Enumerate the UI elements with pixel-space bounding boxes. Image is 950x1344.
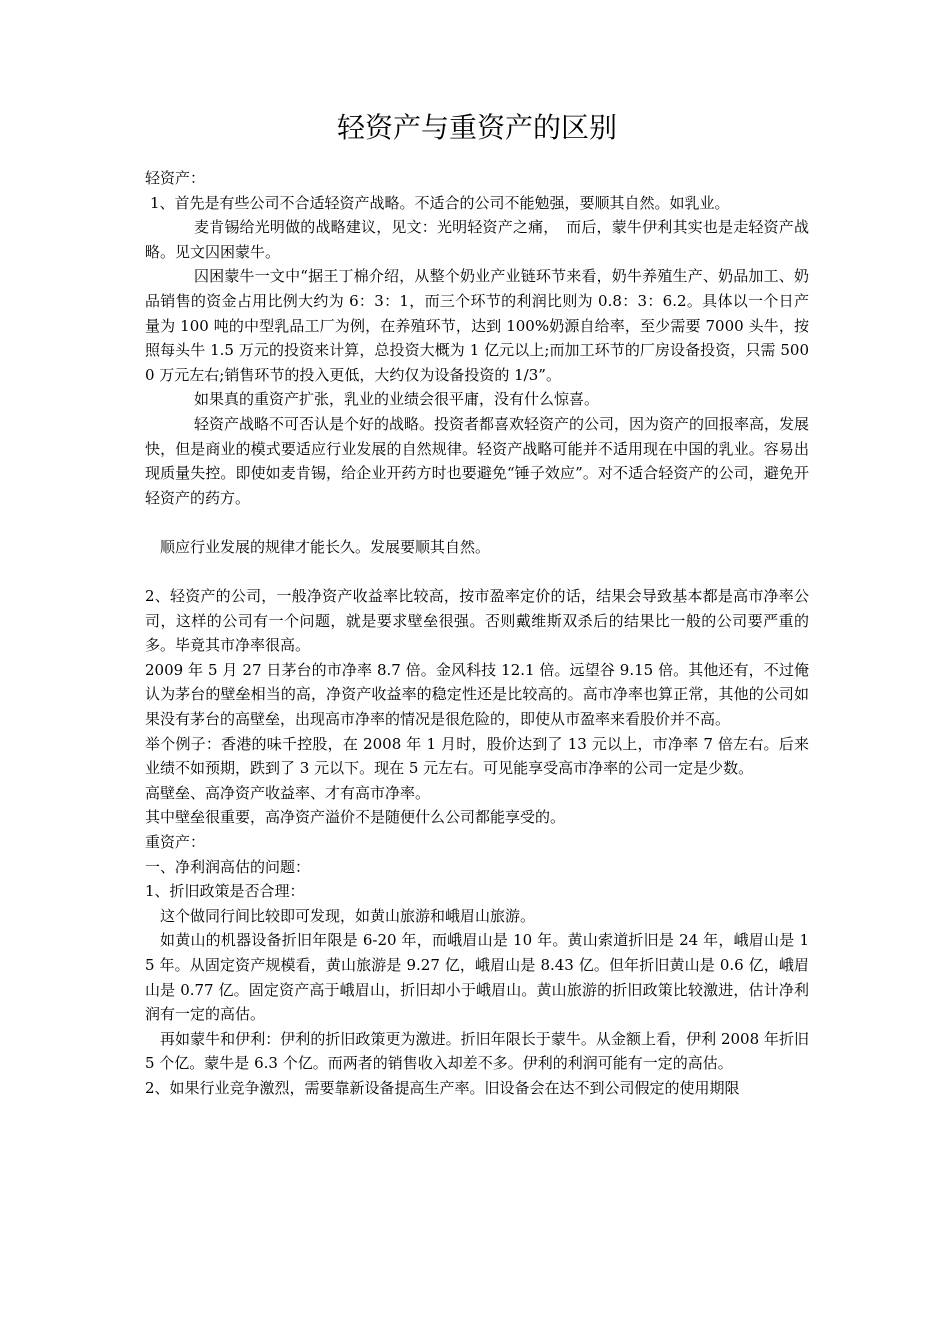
paragraph: 囚困蒙牛一文中“据王丁棉介绍，从整个奶业产业链环节来看，奶牛养殖生产、奶品加工、奶品销售的资金占用比例大约为 6：3：1，而三个环节的利润比则为 0.8：3：6.2。具体以一个日产量为 100 吨的中型乳品工厂为例，在养殖环节，达到 100%奶源自给率，至少需要 7000 头牛，按照每头牛 1.5 万元的投资来计算，总投资大概为 1 亿元以上;而加工环节的厂房设备投资，只需 5000 万元左右;销售环节的投入更低，大约仅为设备投资的 1/3”。 — [145, 267, 809, 384]
document-page — [145, 0, 809, 1344]
paragraph: 2、如果行业竞争激烈，需要靠新设备提高生产率。旧设备会在达不到公司假定的使用期限 — [145, 1078, 740, 1097]
paragraph: 2009 年 5 月 27 日茅台的市净率 8.7 倍。金风科技 12.1 倍。远望谷 9.15 倍。其他还有，不过俺认为茅台的壁垒相当的高，净资产收益率的稳定性还是比较高的。高市净率也算正常，其他的公司如果没有茅台的高壁垒，出现高市净率的情况是很危险的，即使从市盈率来看股价并不高。 — [145, 660, 809, 729]
paragraph: 重资产： — [145, 833, 206, 852]
paragraph: 其中壁垒很重要，高净资产溢价不是随便什么公司都能享受的。 — [145, 808, 566, 827]
paragraph: 1、首先是有些公司不合适轻资产战略。不适合的公司不能勉强，要顺其自然。如乳业。 — [150, 193, 730, 212]
paragraph: 如果真的重资产扩张，乳业的业绩会很平庸，没有什么惊喜。 — [194, 390, 600, 409]
paragraph: 举个例子：香港的味千控股，在 2008 年 1 月时，股价达到了 13 元以上，市净率 7 倍左右。后来业绩不如预期，跌到了 3 元以下。现在 5 元左右。可见能享受高市净率的公司一定是少数。 — [145, 734, 809, 778]
blank-line — [145, 560, 809, 585]
paragraph: 轻资产战略不可否认是个好的战略。投资者都喜欢轻资产的公司，因为资产的回报率高，发展快，但是商业的模式要适应行业发展的自然规律。轻资产战略可能并不适用现在中国的乳业。容易出现质量失控。即使如麦肯锡，给企业开药方时也要避免“锤子效应”。对不适合轻资产的公司，避免开轻资产的药方。 — [145, 414, 809, 507]
paragraph: 1、折旧政策是否合理： — [145, 882, 305, 901]
paragraph: 如黄山的机器设备折旧年限是 6-20 年，而峨眉山是 10 年。黄山索道折旧是 24 年，峨眉山是 15 年。从固定资产规模看，黄山旅游是 9.27 亿，峨眉山是 8.43 亿。但年折旧黄山是 0.6 亿，峨眉山是 0.77 亿。固定资产高于峨眉山，折旧却小于峨眉山。黄山旅游的折旧政策比较激进，估计净利润有一定的高估。 — [145, 931, 809, 1024]
document-body — [145, 166, 809, 1101]
blank-line — [145, 510, 809, 535]
paragraph: 麦肯锡给光明做的战略建议，见文：光明轻资产之痛， 而后，蒙牛伊利其实也是走轻资产战略。见文囚困蒙牛。 — [145, 218, 809, 261]
paragraph: 这个做同行间比较即可发现，如黄山旅游和峨眉山旅游。 — [160, 906, 536, 925]
paragraph: 顺应行业发展的规律才能长久。发展要顺其自然。 — [160, 537, 491, 556]
paragraph: 再如蒙牛和伊利：伊利的折旧政策更为激进。折旧年限长于蒙牛。从金额上看，伊利 2008 年折旧 5 个亿。蒙牛是 6.3 个亿。而两者的销售收入却差不多。伊利的利润可能有一定的高估。 — [145, 1029, 809, 1073]
document-title: 轻资产与重资产的区别 — [336, 111, 617, 144]
paragraph: 轻资产： — [145, 169, 206, 187]
paragraph: 一、净利润高估的问题： — [145, 857, 311, 876]
paragraph: 高壁垒、高净资产收益率、才有高市净率。 — [145, 783, 431, 802]
paragraph: 2、轻资产的公司，一般净资产收益率比较高，按市盈率定价的话，结果会导致基本都是高市净率公司，这样的公司有一个问题，就是要求壁垒很强。否则戴维斯双杀后的结果比一般的公司要严重的多。毕竟其市净率很高。 — [145, 587, 809, 655]
